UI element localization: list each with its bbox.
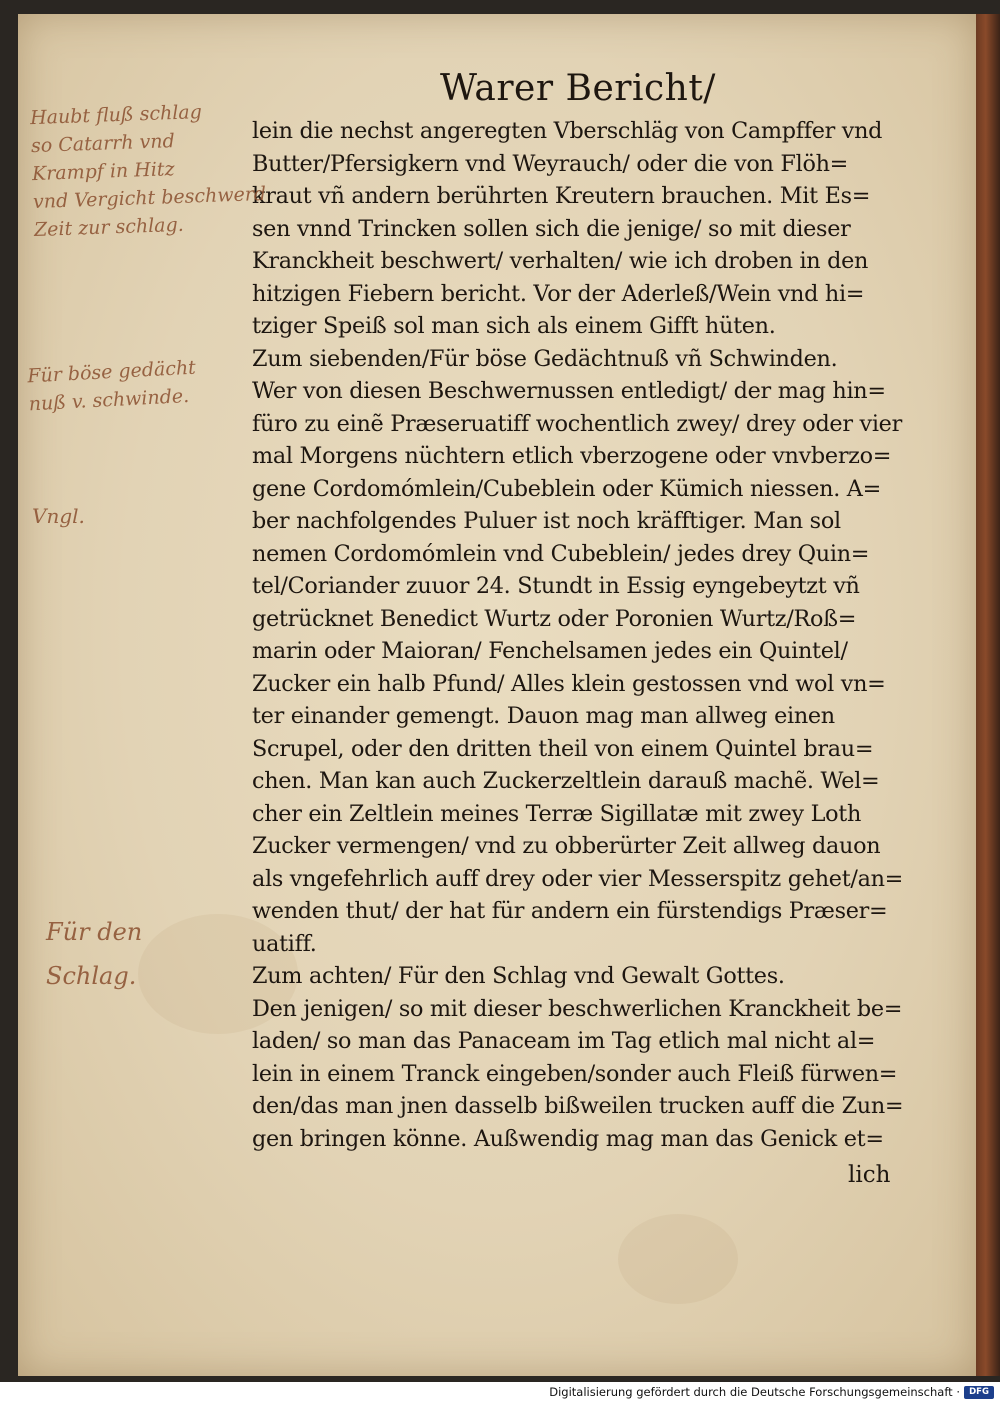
text-line: Scrupel, oder den dritten theil von einem Quintel brau= xyxy=(252,735,874,762)
text-line: als vngefehrlich auff drey oder vier Messerspitz gehet/an= xyxy=(252,865,904,892)
text-line: gene Cordomómlein/Cubeblein oder Kümich niessen. A= xyxy=(252,475,882,502)
dfg-logo xyxy=(964,1386,994,1399)
text-line: ber nachfolgendes Puluer ist noch kräfftiger. Man sol xyxy=(252,508,841,534)
text-line: Kranckheit beschwert/ verhalten/ wie ich droben in den xyxy=(252,248,869,274)
running-head: Warer Bericht/ xyxy=(440,68,716,109)
paper-stain xyxy=(618,1214,738,1304)
text-line: Zucker ein halb Pfund/ Alles klein gestossen vnd wol vn= xyxy=(252,670,886,697)
text-line: Den jenigen/ so mit dieser beschwerlichen Kranckheit be= xyxy=(252,995,903,1022)
text-line: Zum siebenden/Für böse Gedächtnuß vñ Schwinden. xyxy=(252,345,838,372)
book-binding-edge xyxy=(976,14,1000,1376)
marginal-note-line: Zeit zur schlag. xyxy=(33,213,185,242)
text-line: getrücknet Benedict Wurtz oder Poronien Wurtz/Roß= xyxy=(252,605,857,632)
marginal-note-line: Krampf in Hitz xyxy=(31,158,175,186)
dfg-logo-label: DFG xyxy=(969,1387,989,1397)
text-line: sen vnnd Trincken sollen sich die jenige/ so mit dieser xyxy=(252,215,851,242)
text-line: füro zu einẽ Præseruatiff wochentlich zwey/ drey oder vier xyxy=(252,410,902,437)
text-line: laden/ so man das Panaceam im Tag etlich mal nicht al= xyxy=(252,1028,876,1054)
catchword: lich xyxy=(848,1162,891,1188)
text-line: mal Morgens nüchtern etlich vberzogene oder vnvberzo= xyxy=(252,443,892,469)
text-line: kraut vñ andern berührten Kreutern brauchen. Mit Es= xyxy=(252,183,871,209)
marginal-note-line: Für den xyxy=(46,918,143,946)
marginal-note-line: Für böse gedächt xyxy=(26,356,197,388)
text-line: nemen Cordomómlein vnd Cubeblein/ jedes drey Quin= xyxy=(252,540,870,567)
text-line: Zum achten/ Für den Schlag vnd Gewalt Gottes. xyxy=(252,963,785,989)
marginal-note-line: nuß v. schwinde. xyxy=(28,385,190,416)
marginal-note-line: so Catarrh vnd xyxy=(30,130,176,158)
text-line: Zucker vermengen/ vnd zu obberürter Zeit allweg dauon xyxy=(252,833,881,859)
footer-credit: Digitalisierung gefördert durch die Deutsche Forschungsgemeinschaft · xyxy=(549,1385,960,1399)
text-line: lein in einem Tranck eingeben/sonder auch Fleiß fürwen= xyxy=(252,1060,898,1087)
marginal-note xyxy=(32,502,85,530)
text-line: gen bringen könne. Außwendig mag man das Genick et= xyxy=(252,1125,884,1152)
marginal-note-line: Schlag. xyxy=(46,962,137,990)
text-line: uatiff. xyxy=(252,930,317,957)
text-line: ter einander gemengt. Dauon mag man allweg einen xyxy=(252,703,835,729)
text-line: wenden thut/ der hat für andern ein fürstendigs Præser= xyxy=(252,898,888,924)
marginal-note xyxy=(27,354,198,419)
text-line: Wer von diesen Beschwernussen entledigt/ der mag hin= xyxy=(252,378,886,404)
text-line: lein die nechst angeregten Vberschläg von Campffer vnd xyxy=(252,118,883,144)
marginal-note xyxy=(46,910,142,998)
text-line: den/das man jnen dasselb bißweilen trucken auff die Zun= xyxy=(252,1093,904,1119)
body-text xyxy=(252,115,912,1155)
text-line: cher ein Zeltlein meines Terræ Sigillatæ mit zwey Loth xyxy=(252,800,862,827)
marginal-note-line: vnd Vergicht beschwerd xyxy=(32,182,267,214)
marginal-note-line: Vngl. xyxy=(32,504,85,528)
text-line: Butter/Pfersigkern vnd Weyrauch/ oder die von Flöh= xyxy=(252,150,849,177)
text-line: marin oder Maioran/ Fenchelsamen jedes ein Quintel/ xyxy=(252,638,848,664)
text-line: tziger Speiß sol man sich als einem Gifft hüten. xyxy=(252,313,776,339)
text-line: hitzigen Fiebern bericht. Vor der Aderleß/Wein vnd hi= xyxy=(252,280,865,307)
marginal-note xyxy=(30,96,268,244)
text-line: tel/Coriander zuuor 24. Stundt in Essig eyngebeytzt vñ xyxy=(252,573,860,599)
marginal-note-line: Haubt fluß schlag xyxy=(29,101,203,130)
text-line: chen. Man kan auch Zuckerzeltlein darauß machẽ. Wel= xyxy=(252,768,880,794)
digitization-footer xyxy=(0,1382,1000,1403)
